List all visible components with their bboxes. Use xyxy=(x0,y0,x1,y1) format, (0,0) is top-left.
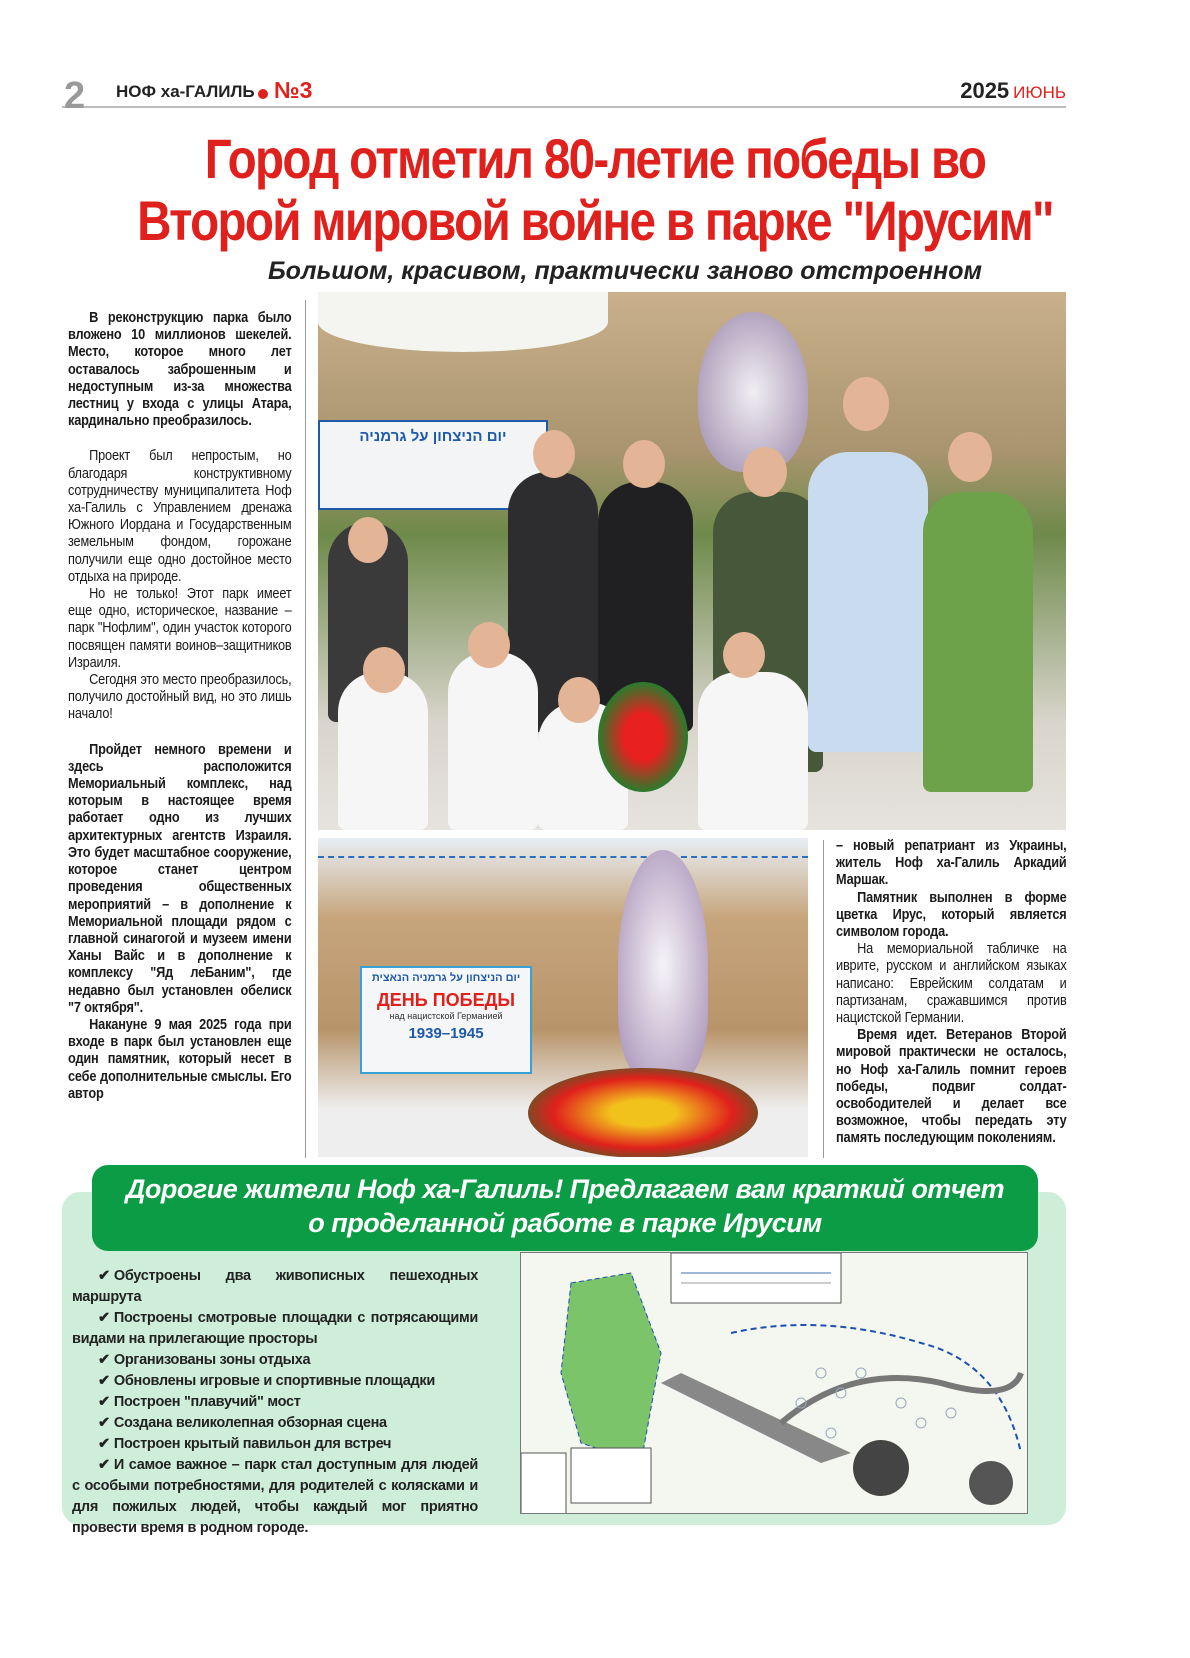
paragraph: Сегодня это место преобразилось, получило достойный вид, но это лишь начало! xyxy=(68,672,292,723)
checklist-item xyxy=(72,1434,478,1455)
paragraph: – новый репатриант из Украины, житель Ноф ха-Галиль Аркадий Маршак. xyxy=(836,838,1067,889)
person-figure xyxy=(843,377,889,431)
check-mark-icon: ✔ xyxy=(98,1310,110,1326)
person-figure xyxy=(948,432,992,482)
year: 2025 xyxy=(960,78,1010,103)
paragraph: Памятник выполнен в форме цветка Ирус, который является символом города. xyxy=(836,889,1067,941)
iris-monument xyxy=(618,850,708,1080)
person-figure xyxy=(698,672,808,830)
month: ИЮНЬ xyxy=(1013,83,1066,102)
paragraph: Накануне 9 мая 2025 года при входе в парк был установлен еще один памятник, который несет в себе дополнительные смыслы. Его автор xyxy=(68,1016,292,1102)
checklist-item-text: Обустроены два живописных пешеходных маршрута xyxy=(72,1268,478,1305)
umbrella xyxy=(318,292,608,352)
check-mark-icon: ✔ xyxy=(98,1352,110,1368)
check-mark-icon: ✔ xyxy=(98,1268,110,1284)
title-line: Город отметил 80-летие победы во xyxy=(204,127,986,190)
person-figure xyxy=(558,677,600,723)
person-figure xyxy=(743,447,787,497)
check-mark-icon: ✔ xyxy=(98,1373,110,1389)
issue-number: №3 xyxy=(274,77,313,103)
iris-monument xyxy=(698,312,808,472)
banner-hebrew-text: יום הניצחון על גרמניה הנאצית xyxy=(371,972,521,984)
report-checklist xyxy=(72,1266,478,1539)
title-line: Второй мировой войне в парке "Ирусим" xyxy=(137,189,1053,252)
check-mark-icon: ✔ xyxy=(98,1394,110,1410)
page-header xyxy=(62,75,1066,117)
checklist-item-text: Построен "плавучий" мост xyxy=(113,1394,301,1410)
banner-title: ДЕНЬ ПОБЕДЫ xyxy=(376,990,516,1010)
site-plan-drawing xyxy=(521,1253,1028,1514)
checklist-item xyxy=(72,1413,478,1434)
person-figure xyxy=(923,492,1033,792)
iris-monument-photo xyxy=(318,838,808,1157)
newspaper-name: НОФ ха-ГАЛИЛЬ xyxy=(116,82,255,101)
person-figure xyxy=(338,672,428,830)
person-figure xyxy=(533,430,575,478)
check-mark-icon: ✔ xyxy=(98,1457,110,1473)
person-figure xyxy=(723,632,765,678)
checklist-item-text: И самое важное – парк стал доступным для людей с особыми потребностями, для родителей с колясками и для пожилых людей, чтобы каждый мог приятно провести время в родном городе. xyxy=(72,1457,478,1536)
checklist-item-text: Организованы зоны отдыха xyxy=(113,1352,311,1368)
checklist-item-text: Создана великолепная обзорная сцена xyxy=(113,1415,387,1431)
checklist-item xyxy=(72,1455,478,1539)
person-figure xyxy=(808,452,928,752)
checklist-item xyxy=(72,1392,478,1413)
bullet-dot-icon xyxy=(258,89,268,99)
flower-wreaths xyxy=(528,1068,758,1157)
check-mark-icon: ✔ xyxy=(98,1436,110,1452)
issue-date xyxy=(960,78,1066,104)
left-text-column xyxy=(68,310,292,1103)
banner-hebrew-text: יום הניצחון על גרמניה xyxy=(359,428,507,445)
person-figure xyxy=(623,440,665,488)
checklist-item xyxy=(72,1350,478,1371)
paragraph: На мемориальной табличке на иврите, русском и английском языках написано: Еврейским солдатам и партизанам, сражавшимся против нацистской Германии. xyxy=(836,941,1067,1027)
paragraph: Но не только! Этот парк имеет еще одно, историческое, название – парк "Нофлим", один участок которого посвящен памяти воинов–защитников Израиля. xyxy=(68,586,292,671)
victory-day-banner xyxy=(360,966,532,1074)
flag-garland xyxy=(318,856,808,866)
paragraph: Время идет. Ветеранов Второй мировой практически не осталось, но Ноф ха-Галиль помнит героев победы, подвиг солдат-освободителей и делает все возможное, чтобы передать эту память последующим поколениям. xyxy=(836,1027,1067,1147)
flower-wreath xyxy=(598,682,688,792)
checklist-item-text: Обновлены игровые и спортивные площадки xyxy=(113,1373,435,1389)
person-figure xyxy=(363,647,405,693)
checklist-item-text: Построен крытый павильон для встреч xyxy=(113,1436,392,1452)
report-heading-line: Дорогие жители Ноф ха-Галиль! Предлагаем вам краткий отчет xyxy=(125,1174,1005,1204)
checklist-item xyxy=(72,1308,478,1350)
person-figure xyxy=(468,622,510,668)
banner-years: 1939–1945 xyxy=(408,1025,484,1042)
banner-subtitle: над нацистской Германией xyxy=(389,1011,503,1021)
page-number: 2 xyxy=(64,75,86,117)
person-figure xyxy=(448,652,538,830)
article-title xyxy=(89,128,1101,252)
check-mark-icon: ✔ xyxy=(98,1415,110,1431)
column-divider xyxy=(823,840,824,1158)
group-photo-veterans-and-children xyxy=(318,292,1066,830)
person-figure xyxy=(348,517,388,563)
right-text-column xyxy=(836,838,1067,1148)
column-divider xyxy=(305,300,306,1158)
checklist-item xyxy=(72,1371,478,1392)
article-subtitle: Большом, красивом, практически заново отстроенном xyxy=(267,257,983,285)
park-site-plan xyxy=(520,1252,1028,1514)
checklist-item-text: Построены смотровые площадки с потрясающими видами на прилегающие просторы xyxy=(72,1310,478,1347)
report-heading xyxy=(92,1165,1038,1251)
checklist-item xyxy=(72,1266,478,1308)
paragraph: Проект был непростым, но благодаря конструктивному сотрудничеству муниципалитета Ноф ха-Галиль с Управлением дренажа Южного Иордана и Государственным земельным фондом, горожане получили еще одно достойное место отдыха на природе. xyxy=(68,448,292,585)
paragraph: В реконструкцию парка было вложено 10 миллионов шекелей. Место, которое много лет оставалось заброшенным и недоступным из-за множества лестниц у входа с улицы Атара, кардинально преобразилось. xyxy=(68,310,292,430)
paragraph: Пройдет немного времени и здесь расположится Мемориальный комплекс, над которым в настоящее время работает одно из лучших архитектурных агентств Израиля. Это будет масштабное сооружение, которое станет центром проведения общественных мероприятий – в дополнение к Мемориальной площади рядом с главной синагогой и музеем имени Ханы Вайс и в дополнение к комплексу "Яд леБаним", где недавно был установлен обелиск "7 октября". xyxy=(68,741,292,1016)
report-heading-line: о проделанной работе в парке Ирусим xyxy=(308,1208,822,1238)
